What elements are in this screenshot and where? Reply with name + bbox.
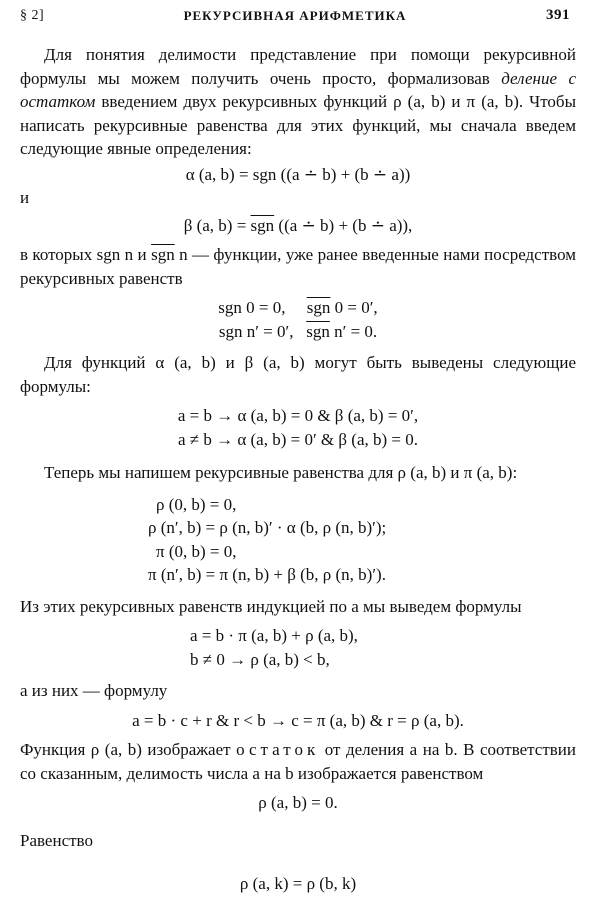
induction-block: [20, 624, 576, 671]
paragraph-6: а из них — формулу: [20, 681, 168, 700]
formula-remainder-bound: b ≠ 0 → ρ (a, b) < b,: [190, 649, 330, 669]
formula-pi-0: π (0, b) = 0,: [156, 541, 237, 561]
formula-pi-succ: π (n′, b) = π (n, b) + β (b, ρ (n, b)′).: [148, 565, 386, 584]
formula-rho-0: ρ (0, b) = 0,: [156, 494, 237, 514]
paragraph-2-text-b: n — функции, уже ранее введенные нами посредством рекурсивных равенств: [20, 245, 576, 288]
formula-rho-succ: ρ (n′, b) = ρ (n, b)′ · α (b, ρ (n, b)′);: [148, 518, 387, 537]
formula-sgn-1-bar: $\overline{sgn}$: [306, 298, 331, 317]
recursion-block: [20, 493, 576, 587]
section-mark: § 2]: [20, 8, 45, 23]
formula-sgn-2-a: sgn n′ = 0′,: [218, 321, 307, 341]
formula-beta-a: β (a, b) =: [183, 215, 251, 235]
paragraph-5: Из этих рекурсивных равенств индукцией по a мы выведем формулы: [20, 596, 522, 616]
paragraph-2: [20, 243, 576, 290]
formula-sgn-2-b: n′ = 0.: [329, 321, 378, 341]
formula-sgn-1: [20, 296, 576, 320]
paragraph-1: [20, 43, 576, 161]
paragraph-1-emphasis: деление с остатком: [20, 68, 576, 111]
formula-sgn-2-bar: $\overline{sgn}$: [306, 321, 330, 341]
paragraph-2-text-a: в которых sgn n и: [20, 245, 152, 264]
page-body: [20, 43, 576, 896]
paragraph-7: [20, 738, 576, 785]
paragraph-7-text-a: Функция ρ (a, b) изображает: [20, 740, 237, 759]
paragraph-4: Теперь мы напишем рекурсивные равенства для ρ (a, b) и π (a, b):: [44, 463, 518, 482]
formula-alpha: α (a, b) = sgn ((a ∸ b) + (b ∸ a)): [185, 164, 411, 184]
conjunction-and: и: [20, 188, 30, 207]
paragraph-2-sgn-bar: $\overline{sgn}$: [151, 245, 175, 264]
formula-sgn-1-a: sgn 0 = 0,: [218, 298, 307, 317]
formula-sgn-1-b: 0 = 0′,: [330, 298, 378, 317]
running-header: [20, 4, 570, 26]
formula-beta-b: ((a ∸ b) + (b ∸ a)),: [274, 215, 413, 235]
formula-sgn-2: [20, 320, 576, 344]
formula-congruence: ρ (a, k) = ρ (b, k): [239, 874, 357, 893]
formula-equal: a = b → α (a, b) = 0 & β (a, b) = 0′,: [177, 406, 419, 425]
paragraph-8: Равенство: [20, 830, 93, 850]
formula-divisibility: ρ (a, b) = 0.: [258, 793, 338, 812]
formula-division-identity: a = b · π (a, b) + ρ (a, b),: [190, 626, 358, 645]
formula-main: a = b · c + r & r < b → c = π (a, b) & r = ρ (a, b).: [132, 710, 464, 730]
formula-not-equal: a ≠ b → α (a, b) = 0′ & β (a, b) = 0.: [177, 429, 419, 449]
running-title: РЕКУРСИВНАЯ АРИФМЕТИКА: [183, 8, 407, 23]
paragraph-3: Для функций α (a, b) и β (a, b) могут быть выведены следующие формулы:: [20, 353, 576, 396]
paragraph-7-text-b: от деления a на b. В соответствии со сказанным, делимость числа a на b изображается равенством: [20, 740, 576, 783]
paragraph-1-text-b: введением двух рекурсивных функций ρ (a, b) и π (a, b). Чтобы написать рекурсивные равенства для этих функций, мы сначала введем следующие явные определения:: [20, 92, 576, 158]
page-number: 391: [546, 7, 570, 23]
formula-beta-sgn-bar: $\overline{sgn}$: [250, 215, 275, 235]
paragraph-1-text-a: Для понятия делимости представление при помощи рекурсивной формулы мы можем получить очень просто, формализовав: [20, 45, 576, 88]
formula-beta: [20, 214, 576, 238]
paragraph-7-spaced: остаток: [236, 740, 320, 759]
